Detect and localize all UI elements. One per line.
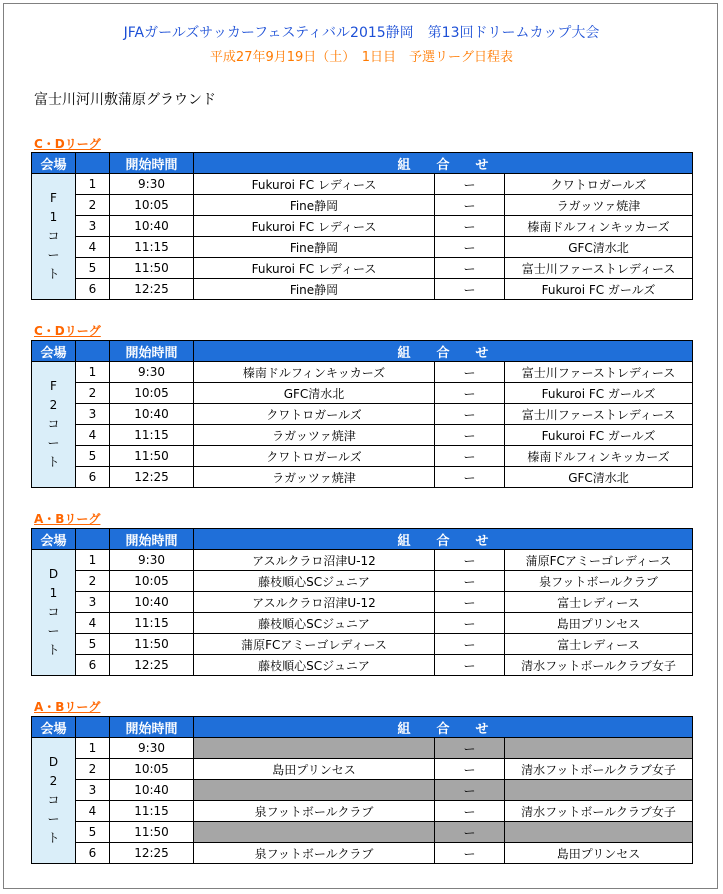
home-team: Fine静岡 bbox=[194, 279, 435, 300]
court-label: D 1 コ ー ト bbox=[32, 550, 76, 676]
header-start-time: 開始時間 bbox=[110, 153, 194, 174]
header-match: 組 合 せ bbox=[194, 153, 693, 174]
versus-dash: ー bbox=[435, 258, 505, 279]
page-title: JFAガールズサッカーフェスティバル2015静岡 第13回ドリームカップ大会 bbox=[123, 25, 600, 41]
start-time: 11:15 bbox=[110, 237, 194, 258]
versus-dash: ー bbox=[435, 843, 505, 864]
header-match: 組 合 せ bbox=[194, 341, 693, 362]
match-number: 6 bbox=[76, 843, 110, 864]
match-number: 1 bbox=[76, 174, 110, 195]
away-team: 榛南ドルフィンキッカーズ bbox=[505, 446, 693, 467]
away-team: 蒲原FCアミーゴレディース bbox=[505, 550, 693, 571]
match-number: 4 bbox=[76, 801, 110, 822]
versus-dash: ー bbox=[435, 446, 505, 467]
home-team: 島田プリンセス bbox=[194, 759, 435, 780]
versus-dash: ー bbox=[435, 759, 505, 780]
versus-dash: ー bbox=[435, 634, 505, 655]
start-time: 10:05 bbox=[110, 759, 194, 780]
start-time: 12:25 bbox=[110, 279, 194, 300]
table-row bbox=[32, 425, 693, 446]
versus-dash: ー bbox=[435, 550, 505, 571]
start-time: 9:30 bbox=[110, 362, 194, 383]
home-team: Fukuroi FC レディース bbox=[194, 258, 435, 279]
table-row bbox=[32, 258, 693, 279]
court-label: D 2 コ ー ト bbox=[32, 738, 76, 864]
table-row bbox=[32, 279, 693, 300]
table-row bbox=[32, 237, 693, 258]
match-number: 4 bbox=[76, 237, 110, 258]
table-row bbox=[32, 655, 693, 676]
table-row bbox=[32, 801, 693, 822]
start-time: 12:25 bbox=[110, 467, 194, 488]
start-time: 11:15 bbox=[110, 425, 194, 446]
header-venue: 会場 bbox=[32, 153, 76, 174]
league-label: C・Dリーグ bbox=[34, 137, 101, 151]
away-team: Fukuroi FC ガールズ bbox=[505, 383, 693, 404]
start-time: 10:40 bbox=[110, 216, 194, 237]
home-team bbox=[194, 738, 435, 759]
court-label: F 1 コ ー ト bbox=[32, 174, 76, 300]
league-label: C・Dリーグ bbox=[34, 324, 101, 338]
start-time: 11:50 bbox=[110, 822, 194, 843]
home-team bbox=[194, 780, 435, 801]
match-number: 1 bbox=[76, 362, 110, 383]
away-team: 富士川ファーストレディース bbox=[505, 258, 693, 279]
versus-dash: ー bbox=[435, 425, 505, 446]
match-number: 2 bbox=[76, 759, 110, 780]
start-time: 9:30 bbox=[110, 738, 194, 759]
versus-dash: ー bbox=[435, 655, 505, 676]
away-team bbox=[505, 780, 693, 801]
home-team: Fine静岡 bbox=[194, 237, 435, 258]
start-time: 9:30 bbox=[110, 174, 194, 195]
match-number: 5 bbox=[76, 258, 110, 279]
home-team: ラガッツァ焼津 bbox=[194, 425, 435, 446]
match-number: 6 bbox=[76, 467, 110, 488]
away-team: ラガッツァ焼津 bbox=[505, 195, 693, 216]
match-number: 2 bbox=[76, 571, 110, 592]
table-row bbox=[32, 613, 693, 634]
table-row bbox=[32, 571, 693, 592]
header-match: 組 合 せ bbox=[194, 717, 693, 738]
versus-dash: ー bbox=[435, 592, 505, 613]
away-team: 島田プリンセス bbox=[505, 613, 693, 634]
start-time: 10:05 bbox=[110, 571, 194, 592]
league-label: A・Bリーグ bbox=[34, 700, 101, 714]
venue-name: 富士川河川敷蒲原グラウンド bbox=[34, 92, 216, 108]
table-row bbox=[32, 467, 693, 488]
match-number: 2 bbox=[76, 383, 110, 404]
match-number: 6 bbox=[76, 655, 110, 676]
away-team: 島田プリンセス bbox=[505, 843, 693, 864]
header-blank bbox=[76, 341, 110, 362]
table-row bbox=[32, 404, 693, 425]
versus-dash: ー bbox=[435, 467, 505, 488]
header-blank bbox=[76, 717, 110, 738]
match-number: 2 bbox=[76, 195, 110, 216]
start-time: 12:25 bbox=[110, 655, 194, 676]
home-team: 榛南ドルフィンキッカーズ bbox=[194, 362, 435, 383]
header-match: 組 合 せ bbox=[194, 529, 693, 550]
table-row bbox=[32, 446, 693, 467]
away-team: 清水フットボールクラブ女子 bbox=[505, 801, 693, 822]
page-subtitle: 平成27年9月19日（土） 1日目 予選リーグ日程表 bbox=[209, 50, 514, 65]
match-number: 4 bbox=[76, 613, 110, 634]
versus-dash: ー bbox=[435, 195, 505, 216]
start-time: 10:05 bbox=[110, 195, 194, 216]
match-number: 3 bbox=[76, 780, 110, 801]
home-team: GFC清水北 bbox=[194, 383, 435, 404]
home-team: 泉フットボールクラブ bbox=[194, 801, 435, 822]
header-venue: 会場 bbox=[32, 717, 76, 738]
home-team: 藤枝順心SCジュニア bbox=[194, 655, 435, 676]
home-team: Fine静岡 bbox=[194, 195, 435, 216]
schedule-table bbox=[31, 716, 693, 864]
match-number: 4 bbox=[76, 425, 110, 446]
start-time: 11:50 bbox=[110, 258, 194, 279]
table-row bbox=[32, 759, 693, 780]
table-row bbox=[32, 550, 693, 571]
start-time: 10:40 bbox=[110, 592, 194, 613]
start-time: 10:40 bbox=[110, 780, 194, 801]
versus-dash: ー bbox=[435, 279, 505, 300]
match-number: 1 bbox=[76, 738, 110, 759]
versus-dash: ー bbox=[435, 174, 505, 195]
home-team: アスルクラロ沼津U-12 bbox=[194, 550, 435, 571]
start-time: 10:05 bbox=[110, 383, 194, 404]
away-team: 榛南ドルフィンキッカーズ bbox=[505, 216, 693, 237]
table-row bbox=[32, 362, 693, 383]
schedule-table bbox=[31, 340, 693, 488]
table-row bbox=[32, 822, 693, 843]
away-team: GFC清水北 bbox=[505, 467, 693, 488]
home-team bbox=[194, 822, 435, 843]
versus-dash: ー bbox=[435, 613, 505, 634]
match-number: 6 bbox=[76, 279, 110, 300]
header-venue: 会場 bbox=[32, 341, 76, 362]
start-time: 10:40 bbox=[110, 404, 194, 425]
match-number: 3 bbox=[76, 592, 110, 613]
match-number: 3 bbox=[76, 404, 110, 425]
away-team: Fukuroi FC ガールズ bbox=[505, 425, 693, 446]
away-team bbox=[505, 738, 693, 759]
home-team: 泉フットボールクラブ bbox=[194, 843, 435, 864]
home-team: Fukuroi FC レディース bbox=[194, 174, 435, 195]
match-number: 3 bbox=[76, 216, 110, 237]
versus-dash: ー bbox=[435, 237, 505, 258]
away-team bbox=[505, 822, 693, 843]
away-team: 清水フットボールクラブ女子 bbox=[505, 759, 693, 780]
home-team: 藤枝順心SCジュニア bbox=[194, 613, 435, 634]
away-team: 泉フットボールクラブ bbox=[505, 571, 693, 592]
header-venue: 会場 bbox=[32, 529, 76, 550]
match-number: 5 bbox=[76, 634, 110, 655]
away-team: 富士川ファーストレディース bbox=[505, 362, 693, 383]
home-team: クワトロガールズ bbox=[194, 404, 435, 425]
header-start-time: 開始時間 bbox=[110, 341, 194, 362]
home-team: Fukuroi FC レディース bbox=[194, 216, 435, 237]
versus-dash: ー bbox=[435, 571, 505, 592]
schedule-table bbox=[31, 152, 693, 300]
table-row bbox=[32, 195, 693, 216]
versus-dash: ー bbox=[435, 822, 505, 843]
table-row bbox=[32, 634, 693, 655]
header-blank bbox=[76, 153, 110, 174]
league-label: A・Bリーグ bbox=[34, 512, 101, 526]
table-row bbox=[32, 216, 693, 237]
match-number: 5 bbox=[76, 822, 110, 843]
away-team: 清水フットボールクラブ女子 bbox=[505, 655, 693, 676]
home-team: 蒲原FCアミーゴレディース bbox=[194, 634, 435, 655]
away-team: 富士川ファーストレディース bbox=[505, 404, 693, 425]
versus-dash: ー bbox=[435, 404, 505, 425]
versus-dash: ー bbox=[435, 383, 505, 404]
away-team: 富士レディース bbox=[505, 592, 693, 613]
header-blank bbox=[76, 529, 110, 550]
start-time: 11:15 bbox=[110, 801, 194, 822]
away-team: Fukuroi FC ガールズ bbox=[505, 279, 693, 300]
table-row bbox=[32, 780, 693, 801]
table-row bbox=[32, 738, 693, 759]
versus-dash: ー bbox=[435, 780, 505, 801]
home-team: クワトロガールズ bbox=[194, 446, 435, 467]
start-time: 11:50 bbox=[110, 446, 194, 467]
versus-dash: ー bbox=[435, 362, 505, 383]
start-time: 9:30 bbox=[110, 550, 194, 571]
home-team: ラガッツァ焼津 bbox=[194, 467, 435, 488]
header-start-time: 開始時間 bbox=[110, 529, 194, 550]
start-time: 11:50 bbox=[110, 634, 194, 655]
header-start-time: 開始時間 bbox=[110, 717, 194, 738]
start-time: 11:15 bbox=[110, 613, 194, 634]
court-label: F 2 コ ー ト bbox=[32, 362, 76, 488]
versus-dash: ー bbox=[435, 738, 505, 759]
match-number: 1 bbox=[76, 550, 110, 571]
table-row bbox=[32, 174, 693, 195]
away-team: GFC清水北 bbox=[505, 237, 693, 258]
versus-dash: ー bbox=[435, 216, 505, 237]
away-team: クワトロガールズ bbox=[505, 174, 693, 195]
table-row bbox=[32, 383, 693, 404]
table-row bbox=[32, 592, 693, 613]
away-team: 富士レディース bbox=[505, 634, 693, 655]
schedule-table bbox=[31, 528, 693, 676]
home-team: 藤枝順心SCジュニア bbox=[194, 571, 435, 592]
match-number: 5 bbox=[76, 446, 110, 467]
home-team: アスルクラロ沼津U-12 bbox=[194, 592, 435, 613]
table-row bbox=[32, 843, 693, 864]
start-time: 12:25 bbox=[110, 843, 194, 864]
versus-dash: ー bbox=[435, 801, 505, 822]
